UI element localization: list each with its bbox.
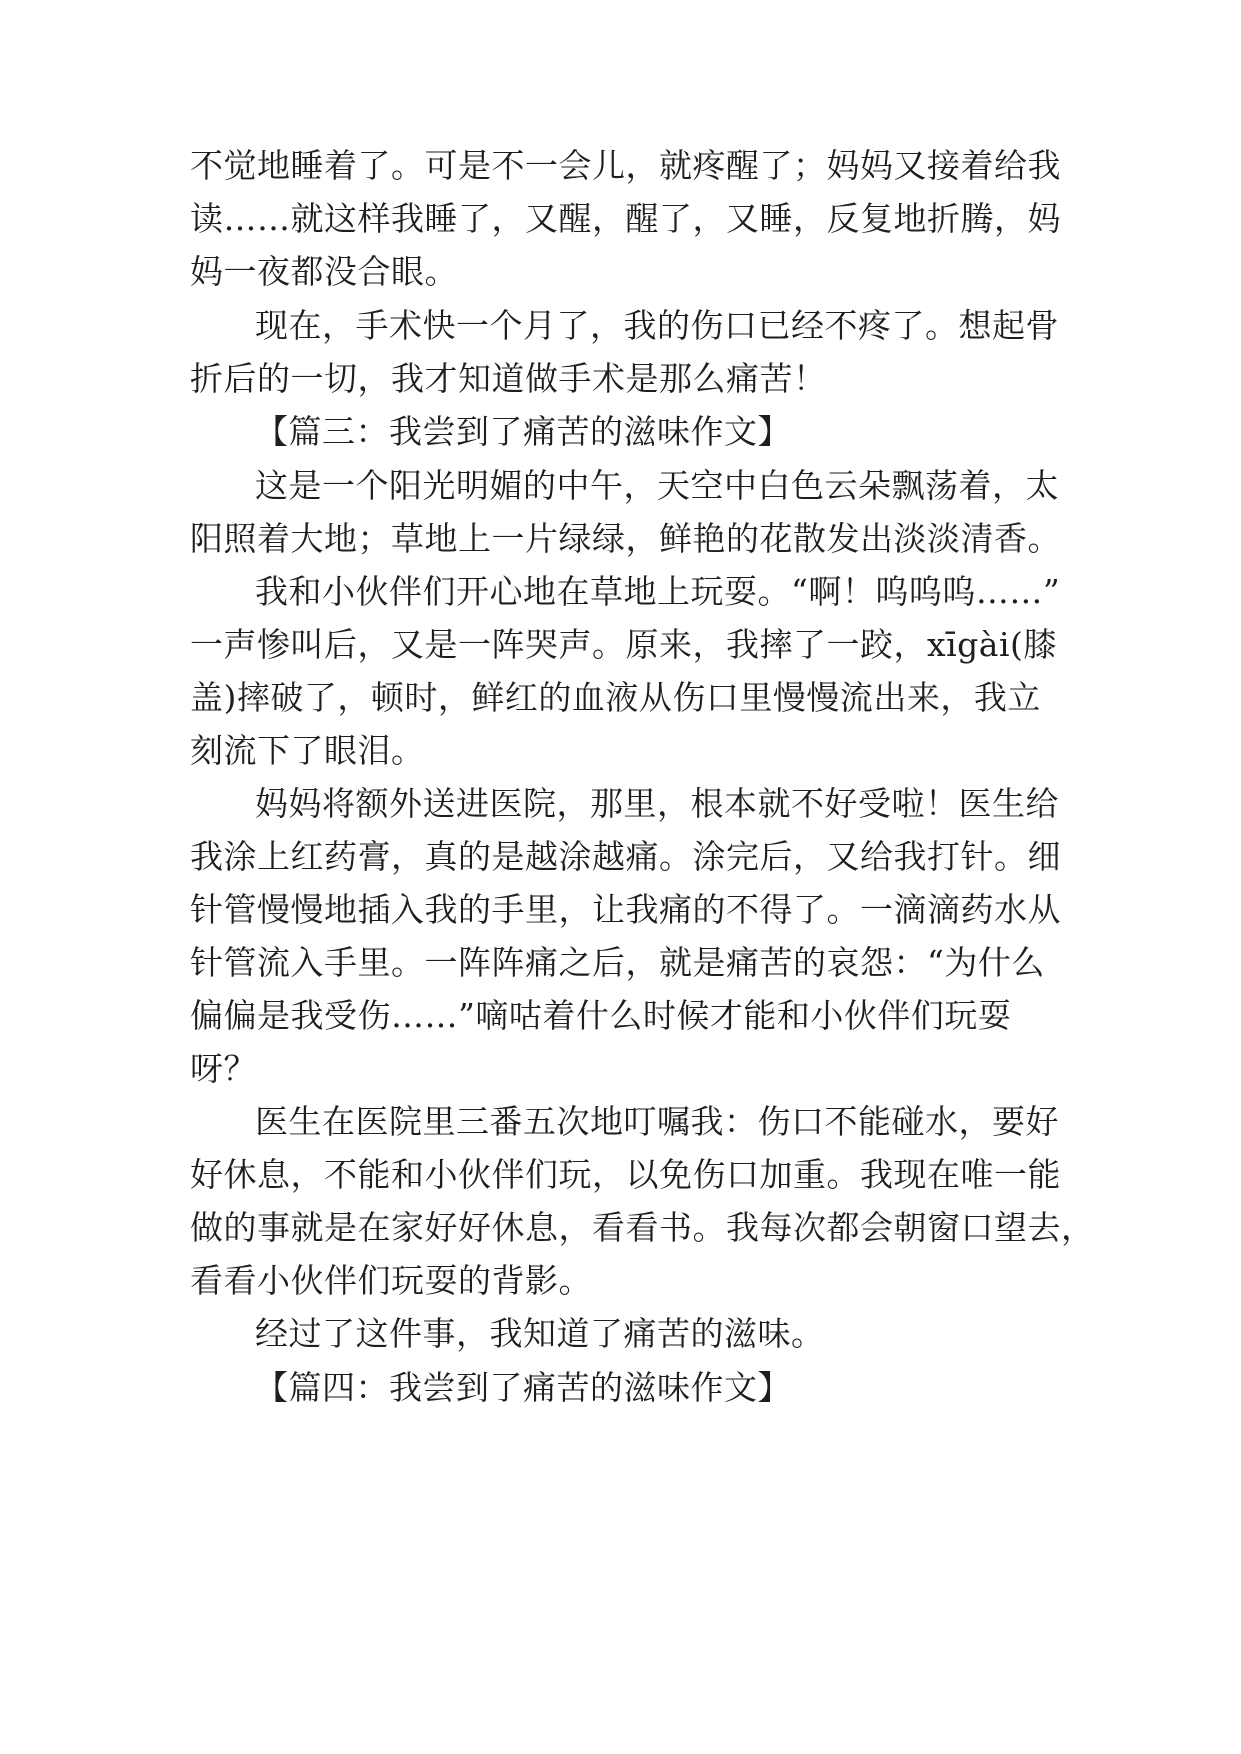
body-line: 读……就这样我睡了，又醒，醒了，又睡，反复地折腾，妈 (190, 199, 1061, 238)
body-line: 针管流入手里。一阵阵痛之后，就是痛苦的哀怨：“为什么 (190, 943, 1045, 982)
paragraph-first-line: 经过了这件事，我知道了痛苦的滋味。 (255, 1314, 825, 1353)
body-line: 针管慢慢地插入我的手里，让我痛的不得了。一滴滴药水从 (190, 890, 1061, 929)
body-line: 偏偏是我受伤……”嘀咕着什么时候才能和小伙伴们玩耍 (190, 996, 1012, 1035)
body-line: 阳照着大地；草地上一片绿绿，鲜艳的花散发出淡淡清香。 (190, 519, 1061, 558)
body-line: 妈一夜都没合眼。 (190, 252, 458, 291)
section-heading: 【篇三：我尝到了痛苦的滋味作文】 (255, 412, 791, 451)
body-line: 好休息，不能和小伙伴们玩，以免伤口加重。我现在唯一能 (190, 1155, 1061, 1194)
paragraph-first-line: 我和小伙伴们开心地在草地上玩耍。“啊！呜呜呜……” (255, 572, 1061, 611)
body-line: 不觉地睡着了。可是不一会儿，就疼醒了；妈妈又接着给我 (190, 146, 1061, 185)
paragraph-first-line: 妈妈将额外送进医院，那里，根本就不好受啦！医生给 (255, 784, 1059, 823)
paragraph-first-line: 医生在医院里三番五次地叮嘱我：伤口不能碰水，要好 (255, 1102, 1059, 1141)
body-line: 盖)摔破了，顿时，鲜红的血液从伤口里慢慢流出来，我立 (190, 678, 1041, 717)
body-line: 我涂上红药膏，真的是越涂越痛。涂完后，又给我打针。细 (190, 837, 1061, 876)
body-line: 看看小伙伴们玩耍的背影。 (190, 1261, 592, 1300)
body-line: 呀？ (190, 1049, 257, 1088)
body-line: 折后的一切，我才知道做手术是那么痛苦！ (190, 359, 827, 398)
section-heading: 【篇四：我尝到了痛苦的滋味作文】 (255, 1368, 791, 1407)
body-line: 做的事就是在家好好休息，看看书。我每次都会朝窗口望去， (190, 1208, 1095, 1247)
body-line: 刻流下了眼泪。 (190, 731, 425, 770)
paragraph-first-line: 现在，手术快一个月了，我的伤口已经不疼了。想起骨 (255, 306, 1059, 345)
body-line: 一声惨叫后，又是一阵哭声。原来，我摔了一跤，xīgài(膝 (190, 625, 1057, 664)
paragraph-first-line: 这是一个阳光明媚的中午，天空中白色云朵飘荡着，太 (255, 466, 1059, 505)
